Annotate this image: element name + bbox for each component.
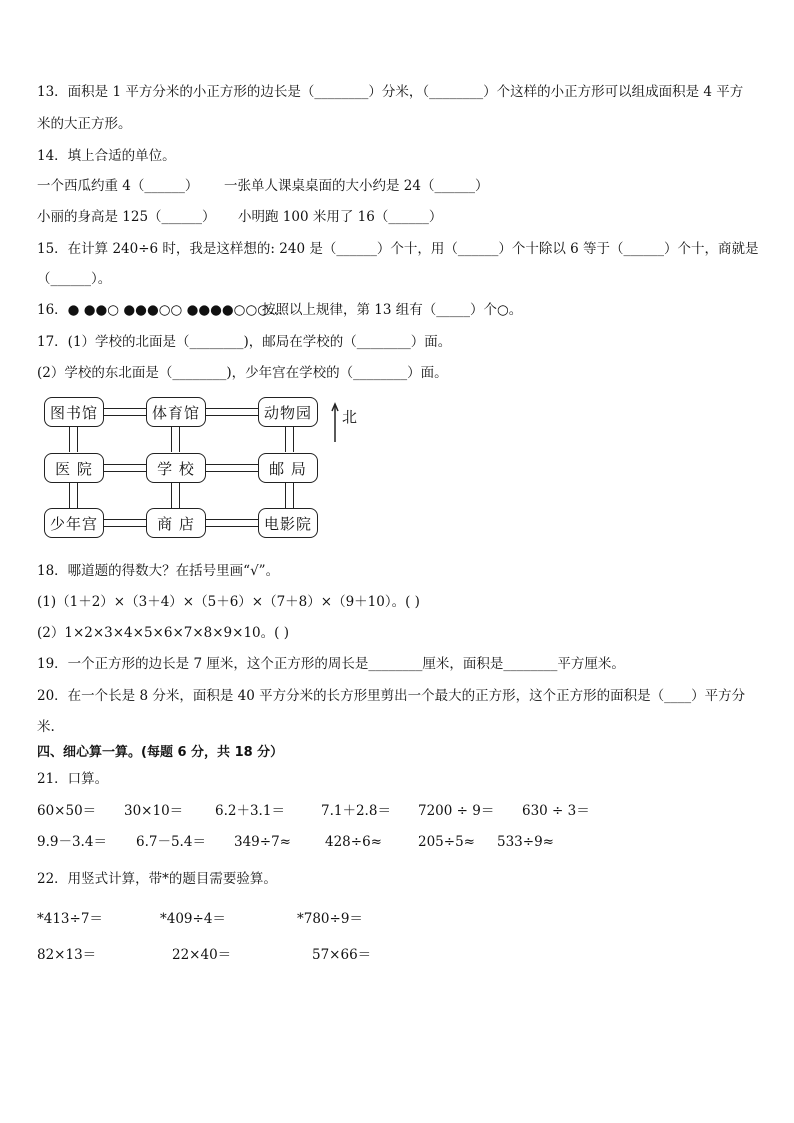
q22-calc: *780÷9＝: [297, 911, 363, 927]
place-library: 图书馆: [44, 397, 104, 427]
q20-line1: 20．在一个长是 8 分米，面积是 40 平方分米的长方形里剪出一个最大的正方形，这个正方形的面积是（____）平方分: [37, 688, 746, 704]
q14-item-b: 一张单人课桌桌面的大小约是 24（______）: [224, 178, 489, 194]
q14-item-c: 小丽的身高是 125（______）: [37, 209, 216, 225]
q21-calc: 349÷7≈: [234, 834, 291, 850]
q14-title: 14．填上合适的单位。: [37, 148, 176, 164]
place-post-office: 邮 局: [258, 453, 318, 483]
place-store: 商 店: [146, 508, 206, 538]
place-gym: 体育馆: [146, 397, 206, 427]
q17-line1: 17．(1）学校的北面是（________)，邮局在学校的（________）面。: [37, 334, 452, 350]
q18-title: 18．哪道题的得数大？在括号里画“√”。: [37, 563, 280, 579]
place-cinema: 电影院: [258, 508, 318, 538]
q21-calc: 7200 ÷ 9＝: [418, 803, 495, 819]
q18-item-1: (1)（1＋2）×（3＋4）×（5＋6）×（7＋8）×（9＋10）。( ): [37, 594, 420, 610]
q14-item-a: 一个西瓜约重 4（______）: [37, 178, 199, 194]
road: [171, 426, 180, 452]
road: [204, 464, 259, 472]
q22-calc: *413÷7＝: [37, 911, 103, 927]
road: [104, 408, 147, 416]
q14-item-d: 小明跑 100 米用了 16（______）: [238, 209, 443, 225]
q16-question: 按照以上规律，第 13 组有（_____）个○。: [262, 302, 523, 318]
q21-calc: 6.7－5.4＝: [136, 834, 206, 850]
road: [204, 408, 259, 416]
q21-calc: 7.1＋2.8＝: [321, 803, 391, 819]
road: [69, 482, 78, 508]
q16-pattern: 16．● ●●○ ●●●○○ ●●●●○○○…: [37, 302, 283, 318]
q21-calc: 533÷9≈: [497, 834, 554, 850]
section-4-title: 四、细心算一算。(每题 6 分，共 18 分）: [37, 745, 284, 760]
road: [204, 519, 259, 527]
q21-calc: 6.2＋3.1＝: [215, 803, 285, 819]
road: [285, 482, 294, 508]
q21-calc: 428÷6≈: [325, 834, 382, 850]
q15-line1: 15．在计算 240÷6 时，我是这样想的: 240 是（______）个十，用（______）个十除以 6 等于（______）个十，商就是: [37, 241, 759, 257]
road: [69, 426, 78, 452]
q13-line1: 13．面积是 1 平方分米的小正方形的边长是（________）分米，（________）个这样的小正方形可以组成面积是 4 平方: [37, 84, 744, 100]
place-youth-palace: 少年宫: [44, 508, 104, 538]
road: [171, 482, 180, 508]
q22-calc: 22×40＝: [172, 947, 232, 963]
road: [285, 426, 294, 452]
q17-line2: (2）学校的东北面是（________)，少年宫在学校的（________）面。: [37, 365, 448, 381]
location-map: [44, 396, 358, 542]
q19-text: 19．一个正方形的边长是 7 厘米，这个正方形的周长是________厘米，面积是________平方厘米。: [37, 656, 625, 672]
q21-calc: 630 ÷ 3＝: [522, 803, 590, 819]
q15-line2: （______）。: [37, 271, 112, 287]
road: [104, 464, 147, 472]
place-school: 学 校: [146, 453, 206, 483]
q22-calc: *409÷4＝: [160, 911, 226, 927]
place-zoo: 动物园: [258, 397, 318, 427]
q21-calc: 205÷5≈: [418, 834, 475, 850]
q20-line2: 米.: [37, 719, 55, 735]
q13-line2: 米的大正方形。: [37, 116, 132, 132]
q21-title: 21．口算。: [37, 771, 109, 787]
q21-calc: 9.9－3.4＝: [37, 834, 107, 850]
q21-calc: 60×50＝: [37, 803, 97, 819]
q22-calc: 82×13＝: [37, 947, 97, 963]
q22-title: 22．用竖式计算，带*的题目需要验算。: [37, 871, 277, 887]
place-hospital: 医 院: [44, 453, 104, 483]
north-label: 北: [342, 408, 358, 426]
q21-calc: 30×10＝: [124, 803, 184, 819]
road: [104, 519, 147, 527]
q18-item-2: (2）1×2×3×4×5×6×7×8×9×10。( ): [37, 625, 289, 641]
q22-calc: 57×66＝: [312, 947, 372, 963]
